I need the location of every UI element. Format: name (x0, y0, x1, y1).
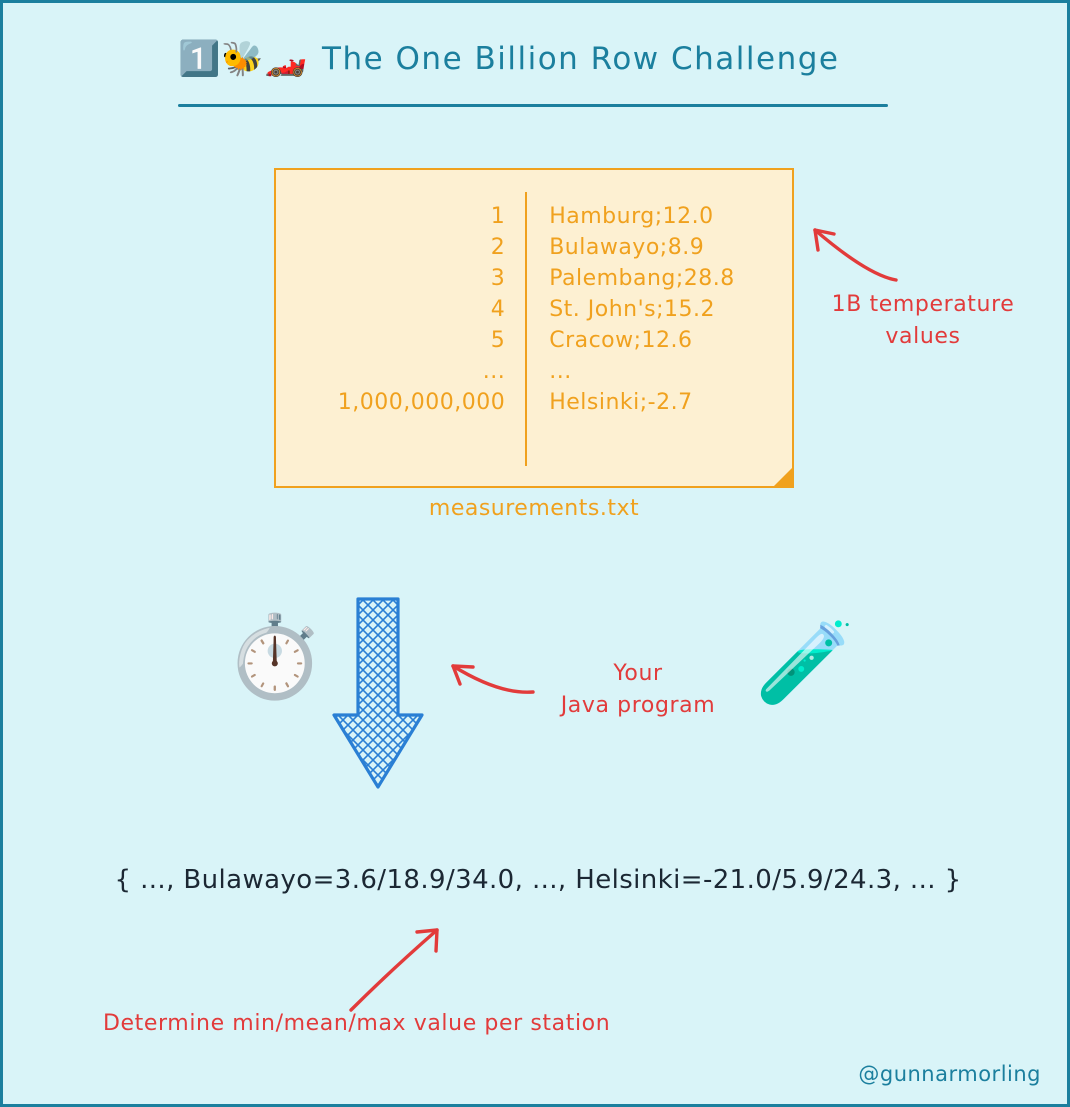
table-row (276, 266, 792, 291)
row-number: 5 (490, 328, 506, 353)
arrow-to-file-icon (793, 218, 903, 298)
row-number: 1,000,000,000 (337, 390, 506, 415)
row-value: Bulawayo;8.9 (549, 235, 705, 260)
page-fold-corner-icon (773, 467, 793, 487)
row-value: Cracow;12.6 (549, 328, 693, 353)
stopwatch-icon: ⏱️ (225, 610, 325, 703)
arrow-to-result-icon (333, 918, 463, 1018)
file-rows (276, 204, 792, 415)
keycap-one-bee-racing-car-icon: 1️⃣🐝🏎️ (178, 39, 309, 79)
table-row (276, 297, 792, 322)
author-handle: @gunnarmorling (858, 1062, 1041, 1086)
row-value: Hamburg;12.0 (549, 204, 714, 229)
annotation-java-program-line2: Java program (560, 692, 716, 718)
title-underline-divider (178, 104, 888, 107)
row-number: ... (482, 359, 506, 384)
table-row (276, 204, 792, 229)
table-row (276, 328, 792, 353)
down-arrow-icon (318, 595, 438, 795)
annotation-java-program-line1: Your (613, 661, 663, 686)
row-value: St. John's;15.2 (549, 297, 716, 322)
table-row (276, 359, 792, 384)
row-number: 2 (490, 235, 506, 260)
file-name-caption: measurements.txt (428, 496, 640, 521)
annotation-temperature-values: 1B temperature values (831, 292, 1015, 349)
result-output-text: { ..., Bulawayo=3.6/18.9/34.0, ..., Helsinki=-21.0/5.9/24.3, ... } (114, 865, 962, 895)
row-value: Palembang;28.8 (549, 266, 735, 291)
row-value: Helsinki;-2.7 (549, 390, 693, 415)
row-number: 1 (490, 204, 506, 229)
row-number: 3 (490, 266, 506, 291)
table-row (276, 235, 792, 260)
row-number: 4 (490, 297, 506, 322)
test-tube-icon: 🧪 (755, 616, 855, 709)
measurements-file-card (274, 168, 794, 488)
table-row (276, 390, 792, 415)
diagram-title (178, 41, 888, 77)
page-title: The One Billion Row Challenge (322, 41, 840, 77)
row-value: ... (549, 359, 572, 384)
annotation-java-program (523, 658, 753, 722)
annotation-determine-task: Determine min/mean/max value per station (103, 1011, 611, 1036)
